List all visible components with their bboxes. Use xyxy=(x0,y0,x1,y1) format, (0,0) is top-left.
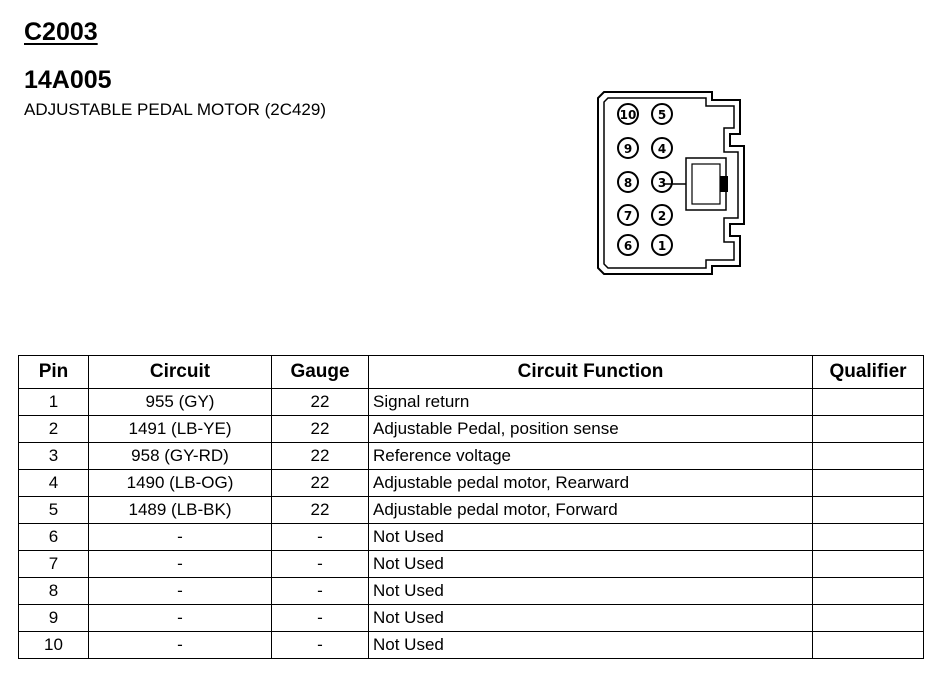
qualifier-cell xyxy=(813,551,924,578)
table-row xyxy=(19,578,924,605)
function-cell: Not Used xyxy=(369,524,813,551)
circuit-cell: - xyxy=(89,605,272,632)
pin-cell: 9 xyxy=(19,605,89,632)
pin-cell: 4 xyxy=(19,470,89,497)
qualifier-cell xyxy=(813,470,924,497)
function-cell: Reference voltage xyxy=(369,443,813,470)
connector-description: ADJUSTABLE PEDAL MOTOR (2C429) xyxy=(24,100,326,119)
header-circuit: Circuit xyxy=(89,356,272,389)
connector-id: C2003 xyxy=(24,18,98,46)
function-cell: Not Used xyxy=(369,551,813,578)
pin-label-5: 5 xyxy=(657,108,667,122)
header-function: Circuit Function xyxy=(369,356,813,389)
table-row xyxy=(19,497,924,524)
pin-label-9: 9 xyxy=(623,142,633,156)
pin-label-1: 1 xyxy=(657,239,667,253)
gauge-cell: 22 xyxy=(272,443,369,470)
table-row xyxy=(19,416,924,443)
qualifier-cell xyxy=(813,605,924,632)
qualifier-cell xyxy=(813,497,924,524)
gauge-cell: - xyxy=(272,551,369,578)
connector-face-icon xyxy=(590,88,760,278)
circuit-cell: - xyxy=(89,524,272,551)
table-row xyxy=(19,524,924,551)
table-row xyxy=(19,443,924,470)
table-row xyxy=(19,605,924,632)
gauge-cell: - xyxy=(272,524,369,551)
header-gauge: Gauge xyxy=(272,356,369,389)
pin-label-4: 4 xyxy=(657,142,667,156)
gauge-cell: 22 xyxy=(272,497,369,524)
qualifier-cell xyxy=(813,578,924,605)
pin-cell: 10 xyxy=(19,632,89,659)
table-header-row xyxy=(19,356,924,389)
pin-cell: 3 xyxy=(19,443,89,470)
pin-cell: 8 xyxy=(19,578,89,605)
pin-label-10: 10 xyxy=(619,108,637,122)
circuit-cell: 958 (GY-RD) xyxy=(89,443,272,470)
gauge-cell: - xyxy=(272,632,369,659)
function-cell: Signal return xyxy=(369,389,813,416)
circuit-cell: - xyxy=(89,551,272,578)
function-cell: Adjustable Pedal, position sense xyxy=(369,416,813,443)
qualifier-cell xyxy=(813,416,924,443)
pinout-table xyxy=(18,355,924,659)
gauge-cell: - xyxy=(272,578,369,605)
qualifier-cell xyxy=(813,443,924,470)
header-pin: Pin xyxy=(19,356,89,389)
function-cell: Adjustable pedal motor, Rearward xyxy=(369,470,813,497)
qualifier-cell xyxy=(813,632,924,659)
pin-label-6: 6 xyxy=(623,239,633,253)
table-row xyxy=(19,389,924,416)
pin-cell: 1 xyxy=(19,389,89,416)
gauge-cell: 22 xyxy=(272,470,369,497)
connector-diagram xyxy=(590,88,760,283)
table-row xyxy=(19,632,924,659)
function-cell: Not Used xyxy=(369,632,813,659)
pin-label-8: 8 xyxy=(623,176,633,190)
qualifier-cell xyxy=(813,524,924,551)
qualifier-cell xyxy=(813,389,924,416)
function-cell: Not Used xyxy=(369,578,813,605)
pin-cell: 7 xyxy=(19,551,89,578)
circuit-cell: - xyxy=(89,632,272,659)
circuit-cell: - xyxy=(89,578,272,605)
gauge-cell: 22 xyxy=(272,416,369,443)
circuit-cell: 1491 (LB-YE) xyxy=(89,416,272,443)
circuit-cell: 1490 (LB-OG) xyxy=(89,470,272,497)
pin-cell: 6 xyxy=(19,524,89,551)
part-number: 14A005 xyxy=(24,66,112,94)
pin-label-2: 2 xyxy=(657,209,667,223)
circuit-cell: 1489 (LB-BK) xyxy=(89,497,272,524)
pin-cell: 5 xyxy=(19,497,89,524)
pin-cell: 2 xyxy=(19,416,89,443)
gauge-cell: 22 xyxy=(272,389,369,416)
gauge-cell: - xyxy=(272,605,369,632)
header-qualifier: Qualifier xyxy=(813,356,924,389)
table-row xyxy=(19,551,924,578)
table-row xyxy=(19,470,924,497)
circuit-cell: 955 (GY) xyxy=(89,389,272,416)
pin-label-3: 3 xyxy=(657,176,667,190)
pin-label-7: 7 xyxy=(623,209,633,223)
function-cell: Not Used xyxy=(369,605,813,632)
function-cell: Adjustable pedal motor, Forward xyxy=(369,497,813,524)
